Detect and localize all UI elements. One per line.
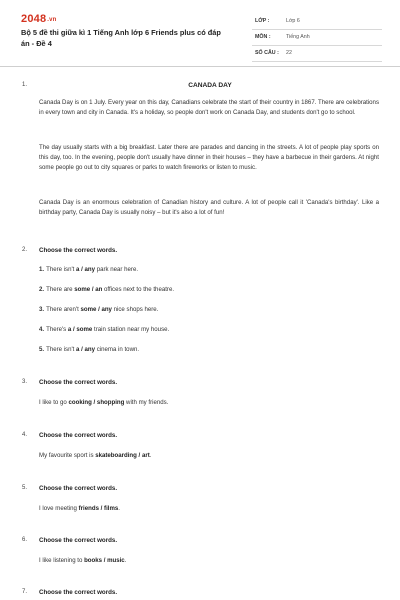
question-number: 6. xyxy=(22,537,28,543)
item-text: . xyxy=(118,505,120,512)
meta-class-row xyxy=(252,14,382,30)
header-divider xyxy=(0,66,400,67)
question-number: 2. xyxy=(22,247,28,253)
document-title: Bộ 5 đề thi giữa kì 1 Tiếng Anh lớp 6 Friends plus có đáp án - Đề 4 xyxy=(21,28,221,48)
logo-text: 2048 xyxy=(21,13,47,25)
item-text: My favourite sport is xyxy=(39,452,96,459)
meta-count-label: SỐ CÂU : xyxy=(255,50,279,56)
item-text: I like listening to xyxy=(39,557,85,564)
answer-options[interactable]: books / music xyxy=(84,557,125,564)
passage-paragraph: Canada Day is on 1 July. Every year on this day, Canadians celebrate the start of their country in 1867. There are celebrations in every town and city in Canada. It's a holiday, so people don't work on Canada Day, and students don't go to school. xyxy=(39,99,379,117)
logo-suffix: .vn xyxy=(47,17,57,23)
item-text: offices next to the theatre. xyxy=(102,286,175,293)
meta-subject-row xyxy=(252,30,382,46)
item-text: park near here. xyxy=(95,266,139,273)
question-heading: Choose the correct words. xyxy=(39,589,118,596)
question-heading: Choose the correct words. xyxy=(39,537,118,544)
item-number: 5. xyxy=(39,346,45,353)
item-number: 4. xyxy=(39,326,45,333)
question-sentence xyxy=(39,399,168,406)
item-text: There are xyxy=(46,286,75,293)
answer-options[interactable]: a / some xyxy=(67,326,93,333)
list-item xyxy=(39,306,158,313)
answer-options[interactable]: friends / films xyxy=(78,505,119,512)
answer-options[interactable]: skateboarding / art xyxy=(95,452,150,459)
question-number: 7. xyxy=(22,589,28,595)
question-sentence xyxy=(39,505,120,512)
item-number: 1. xyxy=(39,266,45,273)
item-text: train station near my house. xyxy=(92,326,170,333)
list-item xyxy=(39,266,138,273)
question-heading: Choose the correct words. xyxy=(39,379,118,386)
meta-class-label: LỚP : xyxy=(255,18,270,24)
passage-paragraph: The day usually starts with a big breakfast. Later there are parades and dancing in the streets. A lot of people play sports on this day, too. In the evening, people don't usually have dinner in their houses – they have a barbecue in their gardens. At night some people go out to city squares or parks to watch fireworks or listen to music. xyxy=(39,144,379,172)
page-header xyxy=(0,0,400,66)
question-number: 5. xyxy=(22,485,28,491)
passage-title: CANADA DAY xyxy=(188,82,232,89)
question-number: 3. xyxy=(22,379,28,385)
passage-paragraph: Canada Day is an enormous celebration of Canadian history and culture. A lot of people call it 'Canada's birthday'. Like a birthday party, Canada Day is usually noisy – but it's also a lot of fun! xyxy=(39,199,379,217)
list-item xyxy=(39,326,169,333)
item-text: nice shops here. xyxy=(111,306,159,313)
item-text: . xyxy=(124,557,127,564)
list-item xyxy=(39,286,174,293)
item-text: . xyxy=(149,452,152,459)
item-text: There isn't xyxy=(46,346,77,353)
item-number: 3. xyxy=(39,306,45,313)
question-heading: Choose the correct words. xyxy=(39,485,118,492)
question-sentence xyxy=(39,557,126,564)
item-text: There's xyxy=(46,326,68,333)
item-text: There aren't xyxy=(46,306,81,313)
meta-count-value: 22 xyxy=(286,50,292,56)
answer-options[interactable]: a / any xyxy=(76,266,96,273)
question-sentence xyxy=(39,452,151,459)
item-number: 2. xyxy=(39,286,45,293)
meta-subject-value: Tiếng Anh xyxy=(286,34,310,40)
question-number: 1. xyxy=(22,82,28,88)
answer-options[interactable]: some / any xyxy=(80,306,112,313)
question-heading: Choose the correct words. xyxy=(39,247,118,254)
item-text: I love meeting xyxy=(39,505,79,512)
meta-count-row xyxy=(252,46,382,62)
meta-class-value: Lớp 6 xyxy=(286,18,300,24)
item-text: cinema in town. xyxy=(95,346,140,353)
answer-options[interactable]: some / an xyxy=(74,286,103,293)
item-text: There isn't xyxy=(46,266,77,273)
answer-options[interactable]: cooking / shopping xyxy=(68,399,125,406)
list-item xyxy=(39,346,139,353)
question-number: 4. xyxy=(22,432,28,438)
meta-subject-label: MÔN : xyxy=(255,34,271,40)
item-text: I like to go xyxy=(39,399,69,406)
site-logo[interactable] xyxy=(21,13,57,25)
item-text: with my friends. xyxy=(124,399,169,406)
answer-options[interactable]: a / any xyxy=(76,346,96,353)
question-heading: Choose the correct words. xyxy=(39,432,118,439)
